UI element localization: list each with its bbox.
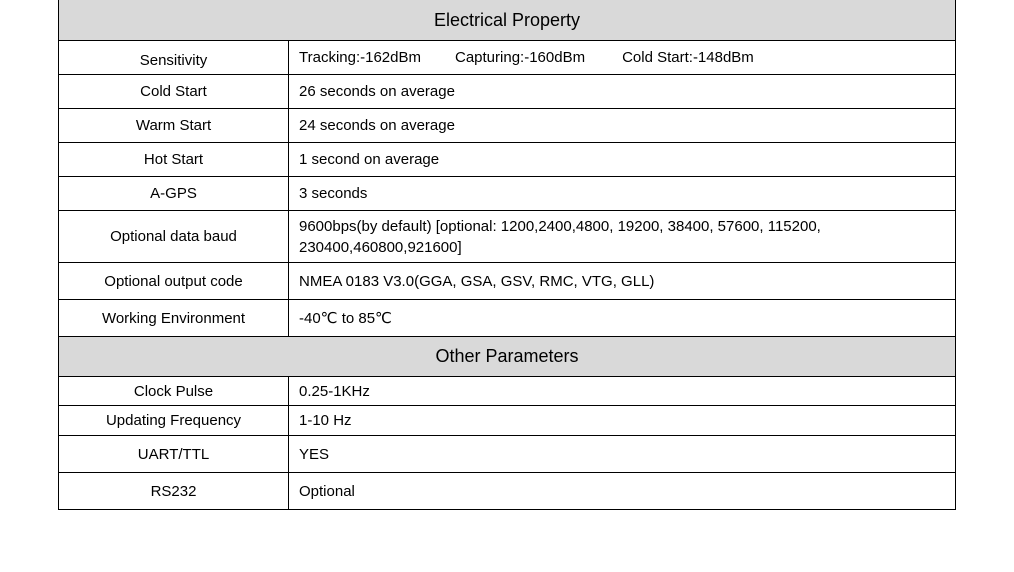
table-row: [59, 211, 956, 263]
sensitivity-capturing: Capturing:-160dBm: [455, 49, 586, 66]
spec-table: [58, 0, 956, 510]
row-value: -40℃ to 85℃: [289, 300, 956, 337]
sensitivity-cold-start: Cold Start:-148dBm: [622, 49, 754, 66]
row-label: Optional output code: [59, 263, 289, 300]
row-value: 9600bps(by default) [optional: 1200,2400,4800, 19200, 38400, 57600, 115200, 230400,460800,921600]: [289, 211, 956, 263]
table-row: [59, 406, 956, 436]
table-row: [59, 377, 956, 406]
section-title-other: Other Parameters: [59, 337, 956, 377]
section-title-electrical: Electrical Property: [59, 0, 956, 41]
row-value: 1 second on average: [289, 143, 956, 177]
row-value: YES: [289, 436, 956, 473]
row-label: Optional data baud: [59, 211, 289, 263]
row-label: Updating Frequency: [59, 406, 289, 436]
sensitivity-tracking: Tracking:-162dBm: [299, 49, 421, 66]
row-label: UART/TTL: [59, 436, 289, 473]
row-label: Working Environment: [59, 300, 289, 337]
row-label: Hot Start: [59, 143, 289, 177]
section-header-row: [59, 0, 956, 41]
row-label: RS232: [59, 473, 289, 510]
section-header-row: [59, 337, 956, 377]
row-value: 0.25-1KHz: [289, 377, 956, 406]
table-row: [59, 300, 956, 337]
row-value: 1-10 Hz: [289, 406, 956, 436]
row-value: 24 seconds on average: [289, 109, 956, 143]
table-row: [59, 75, 956, 109]
table-row: [59, 143, 956, 177]
table-row: [59, 41, 956, 75]
row-label: Warm Start: [59, 109, 289, 143]
row-value: 26 seconds on average: [289, 75, 956, 109]
table-row: [59, 473, 956, 510]
table-row: [59, 109, 956, 143]
table-row: [59, 263, 956, 300]
row-label: Clock Pulse: [59, 377, 289, 406]
table-row: [59, 177, 956, 211]
row-value: Optional: [289, 473, 956, 510]
row-value: NMEA 0183 V3.0(GGA, GSA, GSV, RMC, VTG, GLL): [289, 263, 956, 300]
row-label: Cold Start: [59, 75, 289, 109]
row-value-sensitivity: [289, 41, 956, 75]
table-row: [59, 436, 956, 473]
row-label: Sensitivity: [59, 41, 289, 75]
row-value: 3 seconds: [289, 177, 956, 211]
row-label: A-GPS: [59, 177, 289, 211]
